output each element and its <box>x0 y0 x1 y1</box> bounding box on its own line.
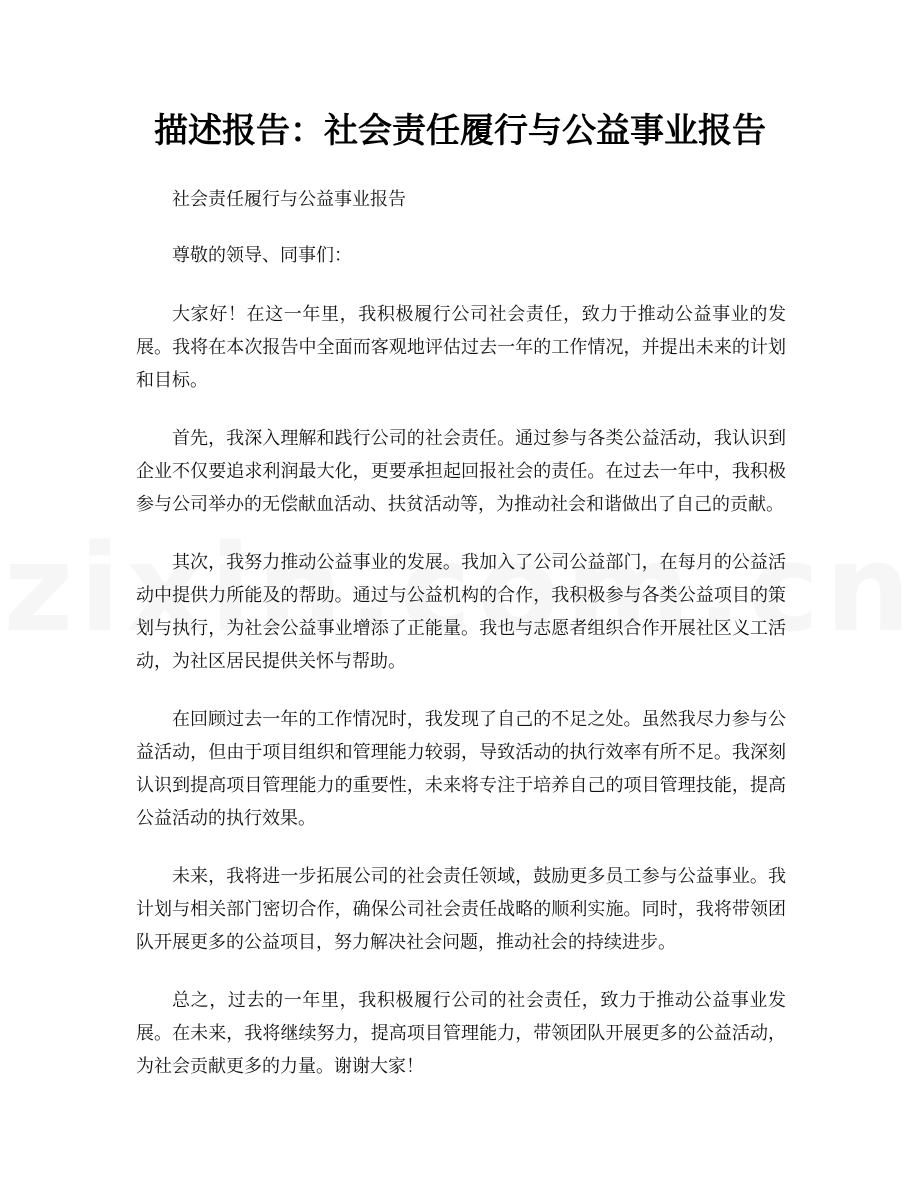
paragraph-4: 在回顾过去一年的工作情况时，我发现了自己的不足之处。虽然我尽力参与公益活动，但由于项目组织和管理能力较弱，导致活动的执行效率有所不足。我深刻认识到提高项目管理能力的重要性，未来将专注于培养自己的项目管理技能，提高公益活动的执行效果。 <box>136 709 786 829</box>
paragraph-5: 未来，我将进一步拓展公司的社会责任领域，鼓励更多员工参与公益事业。我计划与相关部门密切合作，确保公司社会责任战略的顺利实施。同时，我将带领团队开展更多的公益项目，努力解决社会问题，推动社会的持续进步。 <box>136 866 786 953</box>
salutation: 尊敬的领导、同事们： <box>172 245 352 266</box>
paragraph-2: 首先，我深入理解和践行公司的社会责任。通过参与各类公益活动，我认识到企业不仅要追求利润最大化，更要承担起回报社会的责任。在过去一年中，我积极参与公司举办的无偿献血活动、扶贫活动等，为推动社会和谐做出了自己的贡献。 <box>136 428 786 515</box>
paragraph-6: 总之，过去的一年里，我积极履行公司的社会责任，致力于推动公益事业发展。在未来，我将继续努力，提高项目管理能力，带领团队开展更多的公益活动，为社会贡献更多的力量。谢谢大家！ <box>136 990 786 1077</box>
document-body <box>136 183 786 1108</box>
paragraph-1: 大家好！在这一年里，我积极履行公司社会责任，致力于推动公益事业的发展。我将在本次报告中全面而客观地评估过去一年的工作情况，并提出未来的计划和目标。 <box>136 304 786 391</box>
document-subtitle: 社会责任履行与公益事业报告 <box>172 189 406 210</box>
page-title: 描述报告：社会责任履行与公益事业报告 <box>154 111 766 151</box>
paragraph-3: 其次，我努力推动公益事业的发展。我加入了公司公益部门，在每月的公益活动中提供力所能及的帮助。通过与公益机构的合作，我积极参与各类公益项目的策划与执行，为社会公益事业增添了正能量。我也与志愿者组织合作开展社区义工活动，为社区居民提供关怀与帮助。 <box>136 552 786 672</box>
